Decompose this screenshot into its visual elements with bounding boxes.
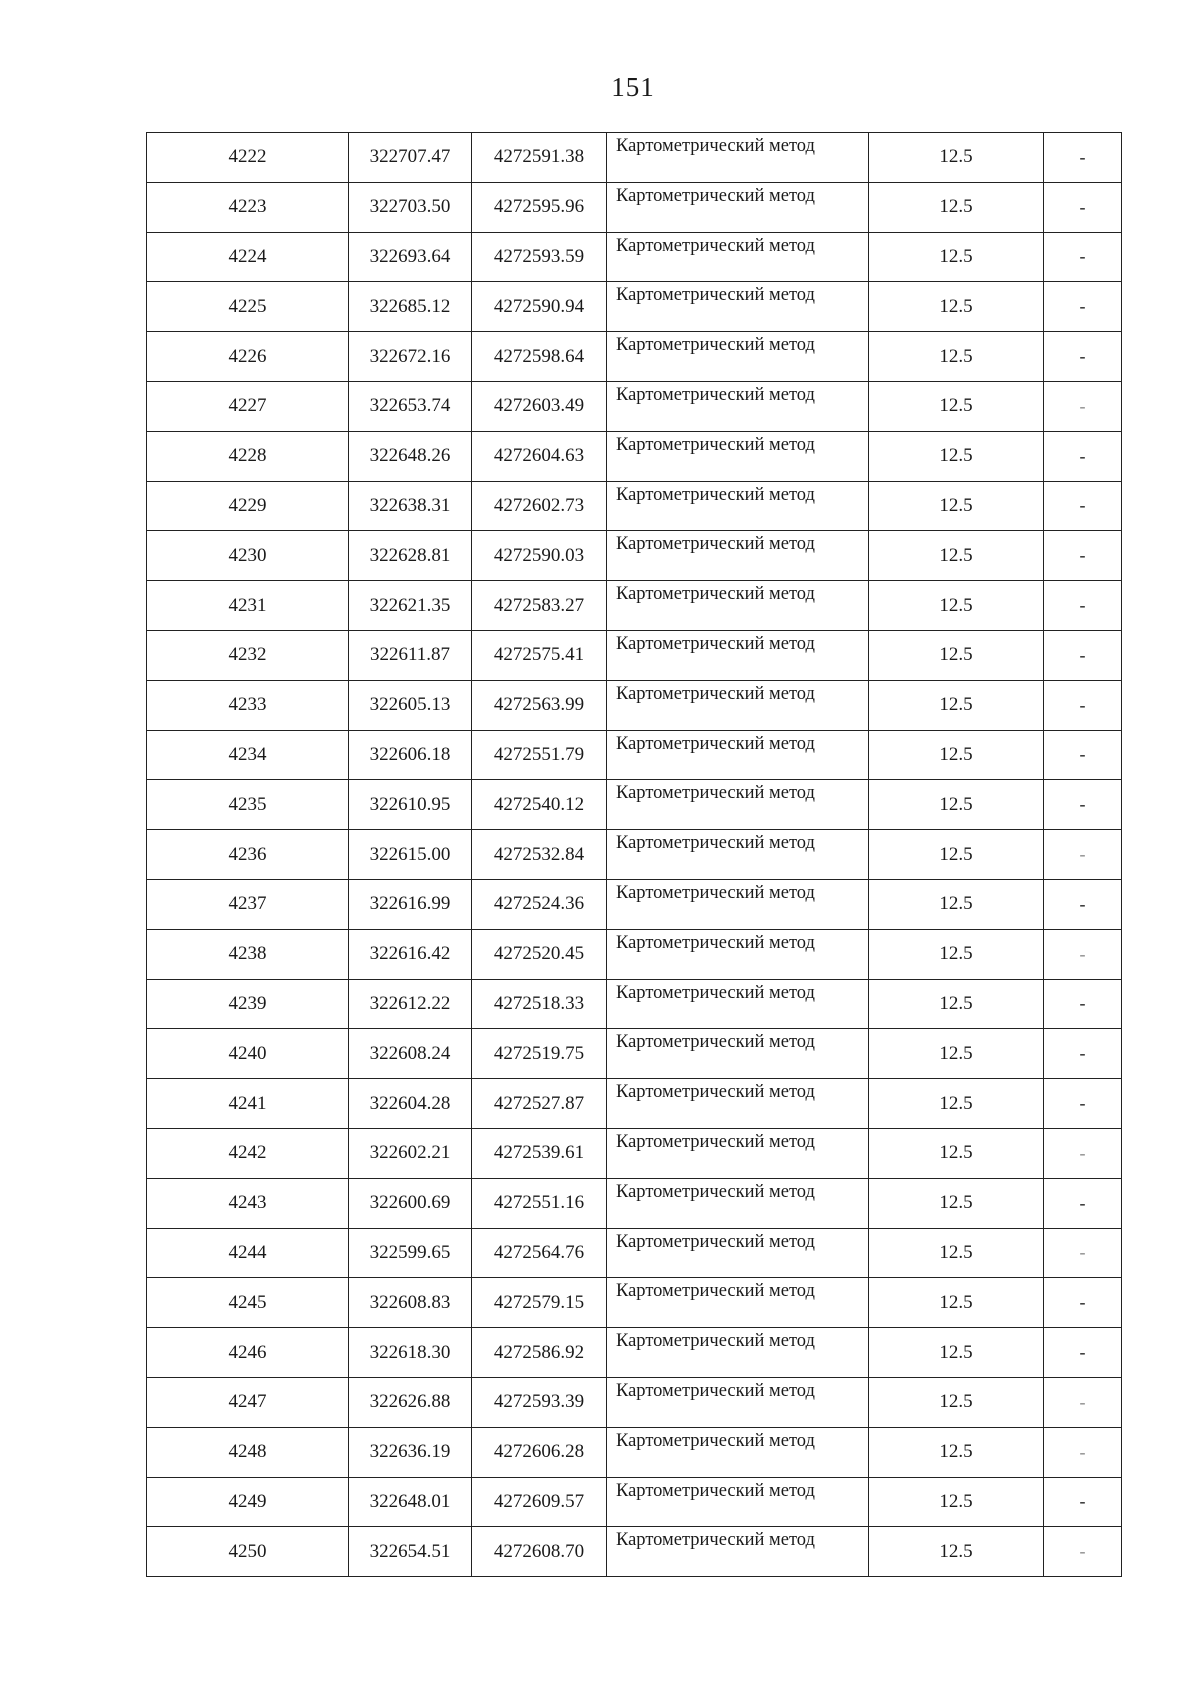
method-cell: Картометрический метод <box>607 282 869 332</box>
y-coordinate-cell: 4272524.36 <box>472 879 607 929</box>
point-number-cell: 4236 <box>147 830 349 880</box>
table-row <box>147 1527 1122 1577</box>
method-cell: Картометрический метод <box>607 581 869 631</box>
method-cell: Картометрический метод <box>607 431 869 481</box>
point-number-cell: 4232 <box>147 630 349 680</box>
point-number-cell: 4240 <box>147 1029 349 1079</box>
accuracy-cell: 12.5 <box>869 1228 1044 1278</box>
note-cell: - <box>1044 1278 1122 1328</box>
table-row <box>147 979 1122 1029</box>
accuracy-cell: 12.5 <box>869 133 1044 183</box>
table-row <box>147 1128 1122 1178</box>
accuracy-cell: 12.5 <box>869 381 1044 431</box>
y-coordinate-cell: 4272551.16 <box>472 1178 607 1228</box>
point-number-cell: 4226 <box>147 332 349 382</box>
y-coordinate-cell: 4272590.03 <box>472 531 607 581</box>
table-row <box>147 1377 1122 1427</box>
point-number-cell: 4237 <box>147 879 349 929</box>
accuracy-cell: 12.5 <box>869 879 1044 929</box>
method-cell: Картометрический метод <box>607 232 869 282</box>
note-cell: - <box>1044 630 1122 680</box>
y-coordinate-cell: 4272551.79 <box>472 730 607 780</box>
y-coordinate-cell: 4272590.94 <box>472 282 607 332</box>
table-row <box>147 332 1122 382</box>
accuracy-cell: 12.5 <box>869 1328 1044 1378</box>
accuracy-cell: 12.5 <box>869 680 1044 730</box>
y-coordinate-cell: 4272527.87 <box>472 1079 607 1129</box>
table-row <box>147 1477 1122 1527</box>
table-row <box>147 531 1122 581</box>
note-cell: - <box>1044 133 1122 183</box>
method-cell: Картометрический метод <box>607 1377 869 1427</box>
y-coordinate-cell: 4272598.64 <box>472 332 607 382</box>
table-row <box>147 581 1122 631</box>
method-cell: Картометрический метод <box>607 929 869 979</box>
note-cell: - <box>1044 182 1122 232</box>
coordinates-table <box>146 132 1122 1577</box>
point-number-cell: 4250 <box>147 1527 349 1577</box>
y-coordinate-cell: 4272593.59 <box>472 232 607 282</box>
x-coordinate-cell: 322612.22 <box>349 979 472 1029</box>
x-coordinate-cell: 322605.13 <box>349 680 472 730</box>
point-number-cell: 4243 <box>147 1178 349 1228</box>
note-cell: - <box>1044 332 1122 382</box>
accuracy-cell: 12.5 <box>869 581 1044 631</box>
table-row <box>147 1278 1122 1328</box>
note-cell: - <box>1044 730 1122 780</box>
note-cell: - <box>1044 1029 1122 1079</box>
y-coordinate-cell: 4272606.28 <box>472 1427 607 1477</box>
accuracy-cell: 12.5 <box>869 780 1044 830</box>
x-coordinate-cell: 322618.30 <box>349 1328 472 1378</box>
note-cell: - <box>1044 1328 1122 1378</box>
y-coordinate-cell: 4272575.41 <box>472 630 607 680</box>
y-coordinate-cell: 4272583.27 <box>472 581 607 631</box>
page-number: 151 <box>611 72 655 102</box>
point-number-cell: 4238 <box>147 929 349 979</box>
accuracy-cell: 12.5 <box>869 531 1044 581</box>
method-cell: Картометрический метод <box>607 1328 869 1378</box>
point-number-cell: 4242 <box>147 1128 349 1178</box>
method-cell: Картометрический метод <box>607 133 869 183</box>
y-coordinate-cell: 4272593.39 <box>472 1377 607 1427</box>
method-cell: Картометрический метод <box>607 830 869 880</box>
accuracy-cell: 12.5 <box>869 1527 1044 1577</box>
point-number-cell: 4222 <box>147 133 349 183</box>
accuracy-cell: 12.5 <box>869 979 1044 1029</box>
note-cell: - <box>1044 431 1122 481</box>
accuracy-cell: 12.5 <box>869 1278 1044 1328</box>
x-coordinate-cell: 322611.87 <box>349 630 472 680</box>
accuracy-cell: 12.5 <box>869 1377 1044 1427</box>
y-coordinate-cell: 4272579.15 <box>472 1278 607 1328</box>
note-cell: - <box>1044 1079 1122 1129</box>
table-row <box>147 1228 1122 1278</box>
accuracy-cell: 12.5 <box>869 282 1044 332</box>
y-coordinate-cell: 4272586.92 <box>472 1328 607 1378</box>
point-number-cell: 4248 <box>147 1427 349 1477</box>
note-cell: - <box>1044 1427 1122 1477</box>
note-cell: - <box>1044 1477 1122 1527</box>
accuracy-cell: 12.5 <box>869 332 1044 382</box>
accuracy-cell: 12.5 <box>869 481 1044 531</box>
x-coordinate-cell: 322616.99 <box>349 879 472 929</box>
x-coordinate-cell: 322626.88 <box>349 1377 472 1427</box>
method-cell: Картометрический метод <box>607 780 869 830</box>
note-cell: - <box>1044 1527 1122 1577</box>
method-cell: Картометрический метод <box>607 381 869 431</box>
y-coordinate-cell: 4272520.45 <box>472 929 607 979</box>
note-cell: - <box>1044 481 1122 531</box>
x-coordinate-cell: 322610.95 <box>349 780 472 830</box>
y-coordinate-cell: 4272603.49 <box>472 381 607 431</box>
accuracy-cell: 12.5 <box>869 1427 1044 1477</box>
table-row <box>147 680 1122 730</box>
method-cell: Картометрический метод <box>607 1427 869 1477</box>
note-cell: - <box>1044 879 1122 929</box>
accuracy-cell: 12.5 <box>869 1477 1044 1527</box>
y-coordinate-cell: 4272591.38 <box>472 133 607 183</box>
note-cell: - <box>1044 381 1122 431</box>
accuracy-cell: 12.5 <box>869 182 1044 232</box>
x-coordinate-cell: 322636.19 <box>349 1427 472 1477</box>
method-cell: Картометрический метод <box>607 630 869 680</box>
note-cell: - <box>1044 1228 1122 1278</box>
method-cell: Картометрический метод <box>607 332 869 382</box>
method-cell: Картометрический метод <box>607 879 869 929</box>
table-row <box>147 232 1122 282</box>
x-coordinate-cell: 322654.51 <box>349 1527 472 1577</box>
accuracy-cell: 12.5 <box>869 730 1044 780</box>
method-cell: Картометрический метод <box>607 1178 869 1228</box>
point-number-cell: 4249 <box>147 1477 349 1527</box>
table-row <box>147 830 1122 880</box>
table-row <box>147 381 1122 431</box>
table-row <box>147 1178 1122 1228</box>
point-number-cell: 4235 <box>147 780 349 830</box>
y-coordinate-cell: 4272539.61 <box>472 1128 607 1178</box>
y-coordinate-cell: 4272532.84 <box>472 830 607 880</box>
point-number-cell: 4233 <box>147 680 349 730</box>
x-coordinate-cell: 322685.12 <box>349 282 472 332</box>
table-row <box>147 182 1122 232</box>
x-coordinate-cell: 322602.21 <box>349 1128 472 1178</box>
point-number-cell: 4229 <box>147 481 349 531</box>
accuracy-cell: 12.5 <box>869 431 1044 481</box>
table-row <box>147 1427 1122 1477</box>
method-cell: Картометрический метод <box>607 1228 869 1278</box>
table-row <box>147 780 1122 830</box>
table-row <box>147 630 1122 680</box>
table-row <box>147 730 1122 780</box>
point-number-cell: 4246 <box>147 1328 349 1378</box>
method-cell: Картометрический метод <box>607 1278 869 1328</box>
x-coordinate-cell: 322608.83 <box>349 1278 472 1328</box>
x-coordinate-cell: 322608.24 <box>349 1029 472 1079</box>
note-cell: - <box>1044 979 1122 1029</box>
y-coordinate-cell: 4272604.63 <box>472 431 607 481</box>
x-coordinate-cell: 322638.31 <box>349 481 472 531</box>
note-cell: - <box>1044 581 1122 631</box>
y-coordinate-cell: 4272608.70 <box>472 1527 607 1577</box>
method-cell: Картометрический метод <box>607 730 869 780</box>
table-row <box>147 431 1122 481</box>
x-coordinate-cell: 322707.47 <box>349 133 472 183</box>
point-number-cell: 4247 <box>147 1377 349 1427</box>
table-row <box>147 133 1122 183</box>
note-cell: - <box>1044 282 1122 332</box>
note-cell: - <box>1044 1377 1122 1427</box>
method-cell: Картометрический метод <box>607 1029 869 1079</box>
x-coordinate-cell: 322703.50 <box>349 182 472 232</box>
x-coordinate-cell: 322693.64 <box>349 232 472 282</box>
coordinates-table-body <box>147 133 1122 1577</box>
x-coordinate-cell: 322615.00 <box>349 830 472 880</box>
y-coordinate-cell: 4272602.73 <box>472 481 607 531</box>
x-coordinate-cell: 322600.69 <box>349 1178 472 1228</box>
note-cell: - <box>1044 830 1122 880</box>
x-coordinate-cell: 322616.42 <box>349 929 472 979</box>
table-row <box>147 1328 1122 1378</box>
x-coordinate-cell: 322653.74 <box>349 381 472 431</box>
x-coordinate-cell: 322621.35 <box>349 581 472 631</box>
note-cell: - <box>1044 680 1122 730</box>
x-coordinate-cell: 322672.16 <box>349 332 472 382</box>
table-row <box>147 282 1122 332</box>
x-coordinate-cell: 322628.81 <box>349 531 472 581</box>
accuracy-cell: 12.5 <box>869 1178 1044 1228</box>
accuracy-cell: 12.5 <box>869 630 1044 680</box>
note-cell: - <box>1044 929 1122 979</box>
x-coordinate-cell: 322599.65 <box>349 1228 472 1278</box>
method-cell: Картометрический метод <box>607 1079 869 1129</box>
method-cell: Картометрический метод <box>607 979 869 1029</box>
x-coordinate-cell: 322606.18 <box>349 730 472 780</box>
method-cell: Картометрический метод <box>607 1527 869 1577</box>
note-cell: - <box>1044 780 1122 830</box>
table-row <box>147 1029 1122 1079</box>
x-coordinate-cell: 322648.01 <box>349 1477 472 1527</box>
y-coordinate-cell: 4272609.57 <box>472 1477 607 1527</box>
accuracy-cell: 12.5 <box>869 1128 1044 1178</box>
y-coordinate-cell: 4272595.96 <box>472 182 607 232</box>
point-number-cell: 4227 <box>147 381 349 431</box>
method-cell: Картометрический метод <box>607 1128 869 1178</box>
point-number-cell: 4234 <box>147 730 349 780</box>
y-coordinate-cell: 4272519.75 <box>472 1029 607 1079</box>
point-number-cell: 4225 <box>147 282 349 332</box>
note-cell: - <box>1044 531 1122 581</box>
y-coordinate-cell: 4272518.33 <box>472 979 607 1029</box>
point-number-cell: 4228 <box>147 431 349 481</box>
point-number-cell: 4245 <box>147 1278 349 1328</box>
method-cell: Картометрический метод <box>607 182 869 232</box>
method-cell: Картометрический метод <box>607 531 869 581</box>
table-row <box>147 1079 1122 1129</box>
point-number-cell: 4239 <box>147 979 349 1029</box>
accuracy-cell: 12.5 <box>869 232 1044 282</box>
point-number-cell: 4244 <box>147 1228 349 1278</box>
accuracy-cell: 12.5 <box>869 830 1044 880</box>
y-coordinate-cell: 4272563.99 <box>472 680 607 730</box>
note-cell: - <box>1044 1128 1122 1178</box>
accuracy-cell: 12.5 <box>869 1079 1044 1129</box>
point-number-cell: 4241 <box>147 1079 349 1129</box>
table-row <box>147 481 1122 531</box>
x-coordinate-cell: 322648.26 <box>349 431 472 481</box>
table-row <box>147 929 1122 979</box>
y-coordinate-cell: 4272540.12 <box>472 780 607 830</box>
method-cell: Картометрический метод <box>607 680 869 730</box>
method-cell: Картометрический метод <box>607 1477 869 1527</box>
point-number-cell: 4230 <box>147 531 349 581</box>
x-coordinate-cell: 322604.28 <box>349 1079 472 1129</box>
note-cell: - <box>1044 1178 1122 1228</box>
point-number-cell: 4231 <box>147 581 349 631</box>
point-number-cell: 4224 <box>147 232 349 282</box>
method-cell: Картометрический метод <box>607 481 869 531</box>
note-cell: - <box>1044 232 1122 282</box>
accuracy-cell: 12.5 <box>869 1029 1044 1079</box>
accuracy-cell: 12.5 <box>869 929 1044 979</box>
y-coordinate-cell: 4272564.76 <box>472 1228 607 1278</box>
point-number-cell: 4223 <box>147 182 349 232</box>
table-row <box>147 879 1122 929</box>
